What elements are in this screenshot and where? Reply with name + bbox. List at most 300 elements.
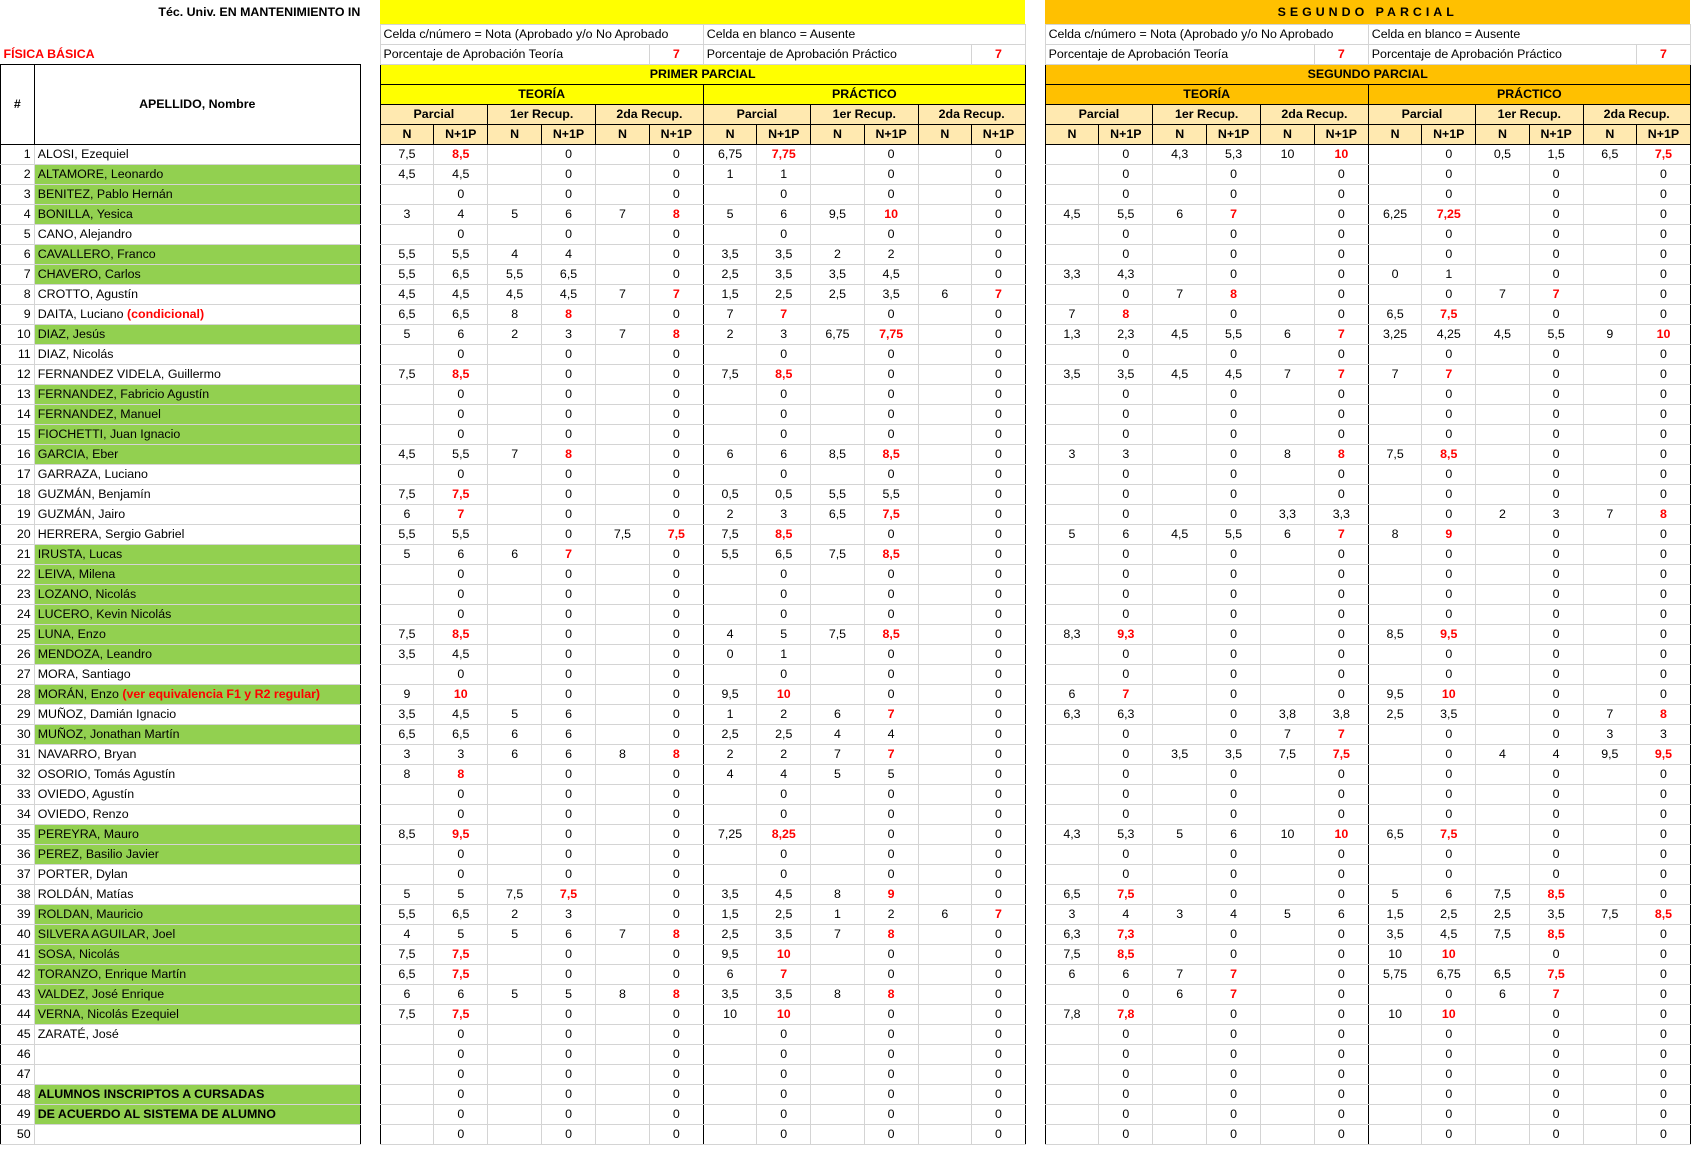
grade-cell [1261,1045,1315,1065]
grade-cell: 8,5 [434,145,488,165]
grade-cell: 2,5 [811,285,865,305]
table-row [1,705,1699,725]
grade-cell: 7 [434,505,488,525]
row-number: 47 [1,1065,35,1085]
col-n1p-header: N+1P [1099,125,1153,145]
grade-cell [380,1065,434,1085]
grade-cell: 0 [757,225,811,245]
grade-cell: 10 [757,945,811,965]
grade-cell: 7 [1314,525,1368,545]
grade-cell [1476,785,1530,805]
grade-cell [596,1125,650,1145]
grade-cell: 0 [757,345,811,365]
grade-cell: 5,5 [1529,325,1583,345]
grade-cell: 8 [596,985,650,1005]
grade-cell [1261,225,1315,245]
grade-cell: 0 [1207,225,1261,245]
grade-cell [1045,745,1099,765]
grade-cell: 0 [542,145,596,165]
grade-cell [1045,465,1099,485]
student-name [34,505,360,525]
grade-cell: 0 [1637,305,1691,325]
grade-cell [1261,425,1315,445]
grade-cell: 0 [649,945,703,965]
table-row [1,365,1699,385]
row-number: 13 [1,385,35,405]
grade-cell [918,385,972,405]
grade-cell: 5 [703,205,757,225]
grade-cell [1476,425,1530,445]
grade-cell: 0 [649,465,703,485]
grade-cell [1153,425,1207,445]
grade-cell [488,965,542,985]
student-name-text: ALTAMORE, Leonardo [37,167,164,181]
grade-cell [596,805,650,825]
grade-cell: 0 [1529,1005,1583,1025]
grade-cell [596,1005,650,1025]
grade-cell: 8 [1099,305,1153,325]
grade-cell [1583,925,1637,945]
table-row [1,345,1699,365]
grade-cell: 0 [434,1025,488,1045]
student-name [34,325,360,345]
student-name [34,925,360,945]
grade-cell: 0 [864,845,918,865]
grade-cell [811,185,865,205]
grade-cell: 2,3 [1099,325,1153,345]
grade-cell: 0 [1422,1125,1476,1145]
grade-cell: 0 [1314,425,1368,445]
grade-cell: 0 [1637,685,1691,705]
col-n1p-header: N+1P [1529,125,1583,145]
grade-cell: 0 [1207,1065,1261,1085]
grade-cell: 0 [864,565,918,585]
grade-cell: 8 [649,985,703,1005]
grade-cell [1583,785,1637,805]
grade-cell [811,1005,865,1025]
grade-cell: 0 [1637,245,1691,265]
grade-cell: 3,5 [1207,745,1261,765]
row-number: 44 [1,1005,35,1025]
legend-number: Celda c/número = Nota (Aprobado y/o No Aprobado [380,25,703,45]
student-name-text: OVIEDO, Renzo [37,807,129,821]
grade-cell: 0 [1099,145,1153,165]
grade-cell: 0 [1099,785,1153,805]
first-parcial-banner [380,0,1025,25]
student-name [34,365,360,385]
grade-cell: 2 [703,325,757,345]
grade-cell: 0 [434,1045,488,1065]
grade-cell: 3 [542,325,596,345]
grade-cell [1476,465,1530,485]
student-name-text: CROTTO, Agustín [37,287,138,301]
grade-cell: 0 [864,525,918,545]
grade-cell: 0 [649,445,703,465]
grade-cell [1261,765,1315,785]
grade-cell [811,225,865,245]
grade-cell [488,225,542,245]
grade-cell: 0 [542,1105,596,1125]
row-number: 26 [1,645,35,665]
grade-cell [703,665,757,685]
grade-cell: 0 [1099,405,1153,425]
student-name [34,405,360,425]
grade-cell: 5 [1368,885,1422,905]
grade-cell: 0 [1422,385,1476,405]
grade-cell: 3,5 [1422,705,1476,725]
grade-cell [1583,485,1637,505]
grade-cell [1045,545,1099,565]
grade-cell: 0 [1314,625,1368,645]
grade-cell [488,785,542,805]
grade-cell [811,385,865,405]
row-number: 50 [1,1125,35,1145]
grade-cell [488,645,542,665]
grade-cell: 0 [1422,1045,1476,1065]
grade-cell [1045,725,1099,745]
grade-cell: 0 [542,825,596,845]
row-number: 38 [1,885,35,905]
table-row [1,845,1699,865]
grade-cell: 4 [1207,905,1261,925]
grade-cell [488,765,542,785]
grade-cell [1045,385,1099,405]
grade-cell: 0 [972,1045,1026,1065]
grade-cell [1045,845,1099,865]
grade-cell [811,525,865,545]
grade-cell [918,185,972,205]
grade-cell: 0 [649,485,703,505]
table-row [1,925,1699,945]
grade-cell: 0 [649,665,703,685]
grade-cell: 7,5 [649,525,703,545]
grade-cell: 0 [972,225,1026,245]
grade-cell: 8 [1261,445,1315,465]
grade-cell: 3,8 [1261,705,1315,725]
grade-cell [596,465,650,485]
grade-cell: 0 [972,865,1026,885]
grade-cell [1583,545,1637,565]
grade-cell: 0 [1207,465,1261,485]
grade-cell: 0 [757,805,811,825]
grade-cell: 9,5 [1422,625,1476,645]
grade-cell: 8 [649,745,703,765]
grade-cell [488,345,542,365]
grade-cell: 0 [1637,1005,1691,1025]
student-name [34,525,360,545]
grade-cell [596,785,650,805]
grade-cell: 0 [1207,705,1261,725]
grade-cell: 8 [596,745,650,765]
grade-cell: 0 [1314,565,1368,585]
grade-cell: 6 [811,705,865,725]
table-row [1,745,1699,765]
grade-cell: 6 [1314,905,1368,925]
col-n1p-header: N+1P [649,125,703,145]
grade-cell [1261,465,1315,485]
grade-cell [596,345,650,365]
grade-cell [1368,545,1422,565]
student-name [34,605,360,625]
grade-cell: 0 [649,1025,703,1045]
grade-cell [596,1045,650,1065]
grade-cell [918,405,972,425]
grade-cell [811,1105,865,1125]
grade-cell: 0 [1637,425,1691,445]
grade-cell: 7,5 [1422,305,1476,325]
grade-cell: 3,25 [1368,325,1422,345]
grade-cell: 7,75 [864,325,918,345]
grade-cell: 0 [1637,825,1691,845]
grade-cell: 0 [649,345,703,365]
table-row [1,865,1699,885]
grade-cell: 0 [649,845,703,865]
grade-cell: 7,5 [1045,945,1099,965]
grade-cell [380,1045,434,1065]
grade-cell: 0 [972,365,1026,385]
grade-cell [918,165,972,185]
grade-cell [1368,425,1422,445]
grade-cell: 0 [1207,485,1261,505]
student-name [34,745,360,765]
pct-theory-value: 7 [649,45,703,65]
student-name-text: OSORIO, Tomás Agustín [37,767,176,781]
row-number: 33 [1,785,35,805]
grade-cell: 4,5 [380,445,434,465]
student-name-text: FERNANDEZ, Manuel [37,407,161,421]
grade-cell: 7,5 [703,365,757,385]
grade-cell [1583,385,1637,405]
grade-cell: 10 [1368,945,1422,965]
grade-cell: 0 [972,585,1026,605]
grade-cell: 10 [757,1005,811,1025]
grade-cell: 7 [649,285,703,305]
grade-cell [380,465,434,485]
grade-cell [1583,465,1637,485]
grade-cell [703,1085,757,1105]
grade-cell: 7,5 [542,885,596,905]
grade-cell: 6 [542,725,596,745]
table-row [1,605,1699,625]
grade-cell [488,145,542,165]
grade-cell [918,245,972,265]
grade-cell [596,265,650,285]
grade-cell [811,465,865,485]
student-note: (ver equivalencia F1 y R2 regular) [122,687,321,701]
grade-cell: 6,75 [703,145,757,165]
grade-cell: 0 [542,1045,596,1065]
grade-cell: 3 [380,205,434,225]
grade-cell: 0 [972,405,1026,425]
grade-cell [596,565,650,585]
grade-cell [488,1025,542,1045]
grade-cell: 0 [972,525,1026,545]
grade-cell [1476,685,1530,705]
grade-cell: 3,5 [757,925,811,945]
grade-cell [918,765,972,785]
student-name [34,905,360,925]
grade-cell: 0 [1422,565,1476,585]
grade-cell [918,265,972,285]
grade-cell: 0 [1314,1045,1368,1065]
grade-cell [1476,565,1530,585]
grade-cell: 7 [1314,725,1368,745]
grade-cell: 0 [1529,205,1583,225]
grade-cell: 0 [1422,805,1476,825]
grade-cell [918,725,972,745]
theory-header-2: TEORÍA [1045,85,1368,105]
grade-cell: 0 [434,785,488,805]
grade-cell: 0 [1314,845,1368,865]
grade-cell: 0 [1099,1045,1153,1065]
grade-cell [596,865,650,885]
student-name [34,585,360,605]
grade-cell: 6,25 [1368,205,1422,225]
grade-cell [488,945,542,965]
table-row [1,545,1699,565]
grade-cell: 0 [1529,585,1583,605]
grade-cell: 0 [972,705,1026,725]
grade-cell: 8,25 [757,825,811,845]
grade-cell: 0 [1637,605,1691,625]
grade-cell: 0 [864,645,918,665]
grade-cell: 6 [1261,325,1315,345]
grade-cell: 0 [972,885,1026,905]
grade-cell [1153,445,1207,465]
student-name [34,785,360,805]
grade-cell: 0 [972,825,1026,845]
grade-cell: 0 [1637,185,1691,205]
grade-cell: 5,5 [380,245,434,265]
grade-cell: 7 [1314,365,1368,385]
grade-cell [596,405,650,425]
grade-cell [380,1125,434,1145]
grade-cell: 0 [1529,625,1583,645]
grade-cell: 0 [1529,445,1583,465]
grade-cell: 0 [542,965,596,985]
student-name [34,205,360,225]
grade-cell: 7,5 [1368,445,1422,465]
grade-cell: 0 [1637,345,1691,365]
grade-cell [1368,605,1422,625]
table-row [1,685,1699,705]
grade-cell: 0 [864,405,918,425]
grade-cell [1261,245,1315,265]
grade-cell: 0 [1529,725,1583,745]
grade-cell: 0 [1314,585,1368,605]
grade-cell [1368,865,1422,885]
grade-cell: 5,5 [703,545,757,565]
legend-blank: Celda en blanco = Ausente [703,25,1025,45]
grade-cell: 7 [811,925,865,945]
grade-cell [703,465,757,485]
grade-cell: 0 [972,985,1026,1005]
row-number: 2 [1,165,35,185]
student-name-text: ALUMNOS INSCRIPTOS A CURSADAS [37,1087,265,1101]
grade-cell [596,185,650,205]
grade-cell: 7 [757,305,811,325]
grade-cell [1476,545,1530,565]
table-row [1,985,1699,1005]
grade-cell: 10 [1261,825,1315,845]
grade-cell: 0 [649,825,703,845]
row-number: 5 [1,225,35,245]
grade-cell [1476,485,1530,505]
grade-cell: 3,5 [757,265,811,285]
grade-cell: 0 [542,685,596,705]
grade-cell: 4,5 [1422,925,1476,945]
grade-cell: 7,5 [1261,745,1315,765]
grade-cell: 0 [649,645,703,665]
grade-cell: 0 [1637,445,1691,465]
grade-cell: 7,5 [1476,885,1530,905]
grade-cell: 0 [1314,865,1368,885]
grade-cell [1476,625,1530,645]
grade-cell [811,405,865,425]
col-num-header: # [1,65,35,145]
grade-cell [1476,665,1530,685]
grade-cell: 0 [1207,385,1261,405]
grade-cell [811,845,865,865]
grade-cell: 2,5 [757,905,811,925]
grade-cell: 0 [972,805,1026,825]
grade-cell: 0 [864,425,918,445]
grade-cell: 2 [1476,505,1530,525]
grade-cell [1476,605,1530,625]
grade-cell [1153,925,1207,945]
grade-cell [1153,465,1207,485]
col-n1p-header: N+1P [434,125,488,145]
grade-cell: 7,5 [1314,745,1368,765]
grade-cell: 0 [542,625,596,645]
grade-cell [1045,185,1099,205]
grade-cell [1583,1005,1637,1025]
grade-cell [1476,305,1530,325]
grade-cell [1045,1045,1099,1065]
grade-cell [1261,605,1315,625]
grade-cell [596,625,650,645]
grade-cell [380,425,434,445]
grade-cell: 6 [1045,965,1099,985]
grade-cell [1476,1105,1530,1125]
subheader-recup1: 1er Recup. [1153,105,1261,125]
grade-cell: 8 [542,305,596,325]
grade-cell: 6,3 [1045,705,1099,725]
grade-cell [703,1105,757,1125]
grade-cell [1261,645,1315,665]
grade-cell: 0 [1529,765,1583,785]
grade-cell: 5,5 [434,445,488,465]
grade-cell: 0 [649,625,703,645]
subheader-parcial: Parcial [1368,105,1475,125]
grade-cell: 5 [1045,525,1099,545]
grade-cell: 0 [1099,805,1153,825]
grade-cell [596,245,650,265]
grade-cell: 0 [972,485,1026,505]
grade-cell [811,945,865,965]
student-name [34,1065,360,1085]
grade-cell: 0 [972,265,1026,285]
grade-cell [1583,245,1637,265]
row-number: 37 [1,865,35,885]
grade-cell [488,385,542,405]
grade-cell: 0 [1637,265,1691,285]
grade-cell: 3 [434,745,488,765]
row-number: 27 [1,665,35,685]
grade-cell: 0 [1529,385,1583,405]
grade-cell [1153,405,1207,425]
grade-cell: 3,3 [1261,505,1315,525]
